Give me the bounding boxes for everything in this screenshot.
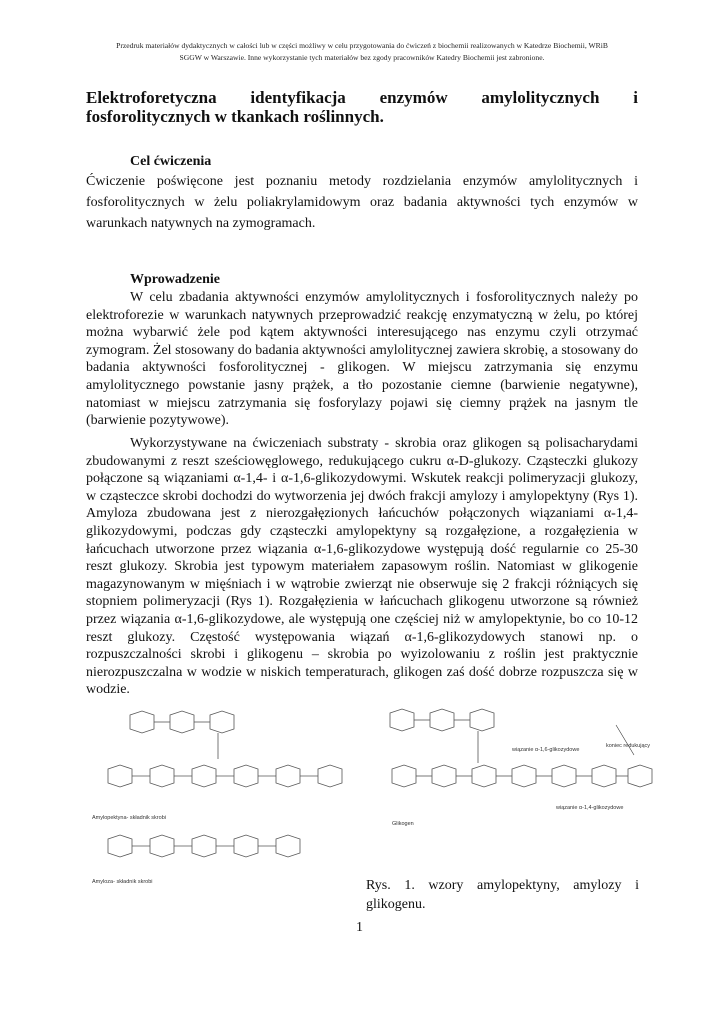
glycogen-main-chain xyxy=(392,765,652,787)
header-line-1: Przedruk materiałów dydaktycznych w całości lub w części możliwy w celu przygotowania do ćwiczeń z biochemii realizowanych w Katedrze Biochemii, WRiB xyxy=(116,41,608,50)
title-word: enzymów xyxy=(379,88,448,107)
intro-paragraph-2-text: Wykorzystywane na ćwiczeniach substraty - skrobia oraz glikogen są polisacharydami zbudowanymi z reszt sześciowęglowego, redukującego cukru α-D-glukozy. Cząsteczki glukozy połączone są wiązaniami α-1,4- i α-1,6-glikozydowymi. Wskutek reakcji polimeryzacji glukozy, w cząsteczce skrobi dochodzi do wytworzenia jej dwóch frakcji amylozy i amylopektyny (Rys 1). Amyloza zbudowana jest z nierozgałęzionych łańcuchów połączonych wiązaniami α-1,4-glikozydowymi, podczas gdy cząsteczki amylopektyny są rozgałęzione, a rozgałęzienia w łańcuchach utworzone przez wiązania α-1,6-glikozydowe występują dość regularnie co 25-30 reszt glukozy. Skrobia jest typowym materiałem zapasowym roślin. Natomiast w glikogenie magazynowanym w mięśniach i w wątrobie zwierząt nie obserwuje się 2 frakcji różniących się stopniem polimeryzacji (Rys 1). Rozgałęzienia w łańcuchach glikogenu utworzone są również przez wiązania α-1,6-glikozydowe, ale występują one częściej niż w amylopektynie, bo co 10-12 reszt glukozy. Częstość występowania wiązań α-1,6-glikozydowych stanowi np. o rozpuszczalności skrobi i glikogenu – skrobia po wyizolowaniu z roślin jest praktycznie nierozpuszczalna w wodzie w niskich temperaturach, glikogen zaś dość dobrze rozpuszcza się w wodzie. xyxy=(86,436,638,698)
figure-amylopectin-amylose xyxy=(86,697,350,893)
figure-glycogen xyxy=(366,697,662,837)
document-title xyxy=(86,88,638,126)
header-line-2: SGGW w Warszawie. Inne wykorzystanie tych materiałów bez zgody pracowników Katedry Biochemii jest zabronione. xyxy=(179,53,545,62)
heading-wprowadzenie: Wprowadzenie xyxy=(130,272,220,287)
intro-paragraph-2 xyxy=(86,435,638,699)
amylose-chain xyxy=(108,835,300,857)
label-wiazanie-16: wiązanie α-1,6-glikozydowe xyxy=(512,747,580,753)
label-wiazanie-14: wiązanie α-1,4-glikozydowe xyxy=(556,805,624,811)
branch-glucose-rings xyxy=(130,711,234,759)
title-word: i xyxy=(633,88,638,107)
copyright-header xyxy=(70,40,654,64)
cel-paragraph: Ćwiczenie poświęcone jest poznaniu metody rozdzielania enzymów amylolitycznych i fosforolitycznych w żelu poliakrylamidowym oraz badania aktywności tych enzymów w warunkach natywnych na zymogramach. xyxy=(86,174,638,231)
amylopectin-main-chain xyxy=(108,765,342,787)
intro-paragraph-1-text: W celu zbadania aktywności enzymów amylolitycznych i fosforolitycznych należy po elektroforezie w warunkach natywnych przeprowadzić reakcję enzymatyczną w żelu, po której można wybarwić żele pod kątem aktywności interesującego nas enzymu czyli otrzymać zymogram. Żel stosowany do badania aktywności amylolitycznej zawiera skrobię, a stosowany do badania aktywności fosforolitycznej - glikogen. W miejscu zatrzymania się enzymu amylolitycznego powstanie jasny prążek, a tło pozostanie ciemne (barwienie negatywne), natomiast w miejscu zatrzymania się fosforylazy pojawi się ciemny prążek na jasnym tle (barwienie pozytywowe). xyxy=(86,290,638,429)
title-word: amylolitycznych xyxy=(481,88,600,107)
label-amylopektyna: Amylopektyna- składnik skrobi xyxy=(92,815,166,821)
title-line-1 xyxy=(86,88,638,107)
figure-caption: Rys. 1. wzory amylopektyny, amylozy i glikogenu. xyxy=(366,878,639,912)
intro-paragraph-1 xyxy=(86,289,638,430)
glycogen-branch-rings xyxy=(390,709,494,763)
title-line-2: fosforolitycznych w tkankach roślinnych. xyxy=(86,107,384,126)
title-word: Elektroforetyczna xyxy=(86,88,217,107)
title-word: identyfikacja xyxy=(250,88,346,107)
label-glikogen: Glikogen xyxy=(392,821,414,827)
heading-cel: Cel ćwiczenia xyxy=(130,154,212,169)
page-number: 1 xyxy=(356,920,363,935)
arrow-koniec xyxy=(616,725,634,755)
label-amyloza: Amyloza- składnik skrobi xyxy=(92,879,153,885)
label-koniec-redukujacy: koniec redukujący xyxy=(606,743,651,749)
